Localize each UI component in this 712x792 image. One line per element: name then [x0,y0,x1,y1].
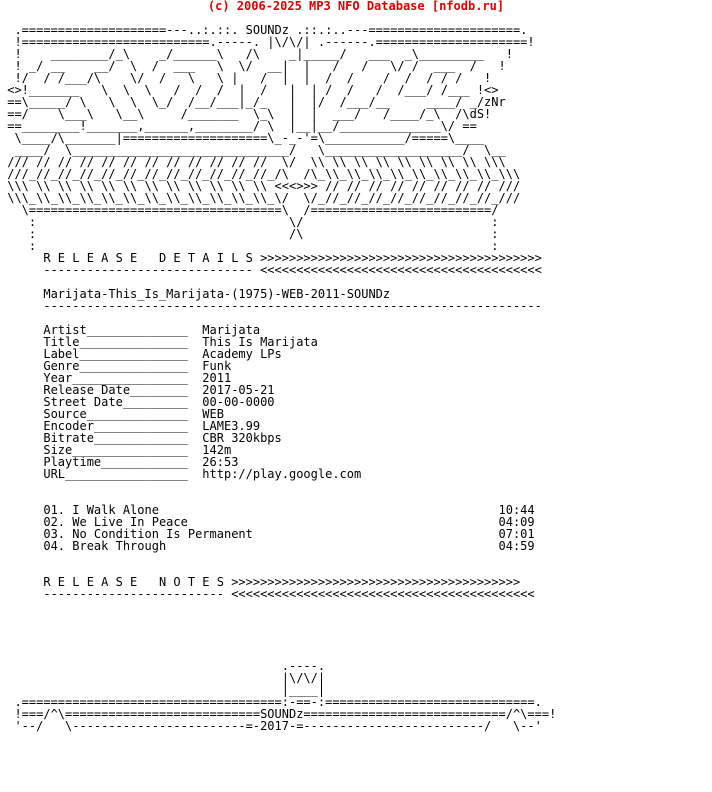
nfo-text-block: .====================---..:.::. SOUNDz .::.:..---=====================. !==========================.-----. |\/\/| .------.=====================! ! ________/_\ _/______\ /\ _|_____/ ___ _\_________ ! ! _/ __ __/ \ / ___ \ \/ __| | / / \/ / ___ / ! !/ / /___/\ \/ / \ \ | / | | / / / / / / / ! <>!_______ \ \ \ / / / | / | | / / / /___/ /___ !<> ==\_____/ \ \ \ \_/ /__/___|_/_ | |/ /___/__ ____/ _/zNr ==/ \___\ \__\ /_______ \_\ | | ___/ /____/_\ /\dS! ==________!_______,______,________/ \ |__|__/______________\/ == \____/\_______|====================\_-_-'=\___________/=====\____ ____/ \______________________________/ \___________________/ \__ /// // // // // // // // // // // // \/ \\ \\ \\ \\ \\ \\ \\ \\ \\\ ///_//_//_//_//_//_//_//_//_//_//_//_/\ /\_\\_\\_\\_\\_\\_\\_\\_\\_\\\ \\\ \\ \\ \\ \\ \\ \\ \\ \\ \\ \\ \\ <<<>>> // // // // // // // // /// \\\_\\_\\_\\_\\_\\_\\_\\_\\_\\_\\_\\_\/ \/_//_//_//_//_//_//_//_//_/// \===================================\ /=========================/ : \/ : : /\ : : : R E L E A S E D E T A I L S >>>>>>>>>>>>>>>>>>>>>>>>>>>>>>>>>>>>>>> ----------------------------- <<<<<<<<<<<<<<<<<<<<<<<<<<<<<<<<<<<<<<< Marijata-This_Is_Marijata-(1975)-WEB-2011-SOUNDz --------------------------------------------------------------------- Artist______________ Marijata Title_______________ This Is Marijata Label_______________ Academy LPs Genre_______________ Funk Year________________ 2011 Release Date________ 2017-05-21 Street Date_________ 00-00-0000 Source______________ WEB Encoder_____________ LAME3.99 Bitrate_____________ CBR 320kbps Size________________ 142m Playtime____________ 26:53 URL_________________ http://play.google.com 01. I Walk Alone 10:44 02. We Live In Peace 04:09 03. No Condition Is Permanent 07:01 04. Break Through 04:59 R E L E A S E N O T E S >>>>>>>>>>>>>>>>>>>>>>>>>>>>>>>>>>>>>>>> ------------------------- <<<<<<<<<<<<<<<<<<<<<<<<<<<<<<<<<<<<<<<<<< .----. |\/\/| |____| .====================================:-==-:=============================. !===/^\===========================SOUNDz============================/^\===! '--/ \------------------------=-2017-=-------------------------/ \--' [7,23,557,733]
nfodb-copyright-header: (c) 2006-2025 MP3 NFO Database [nfodb.ru] [207,0,505,13]
